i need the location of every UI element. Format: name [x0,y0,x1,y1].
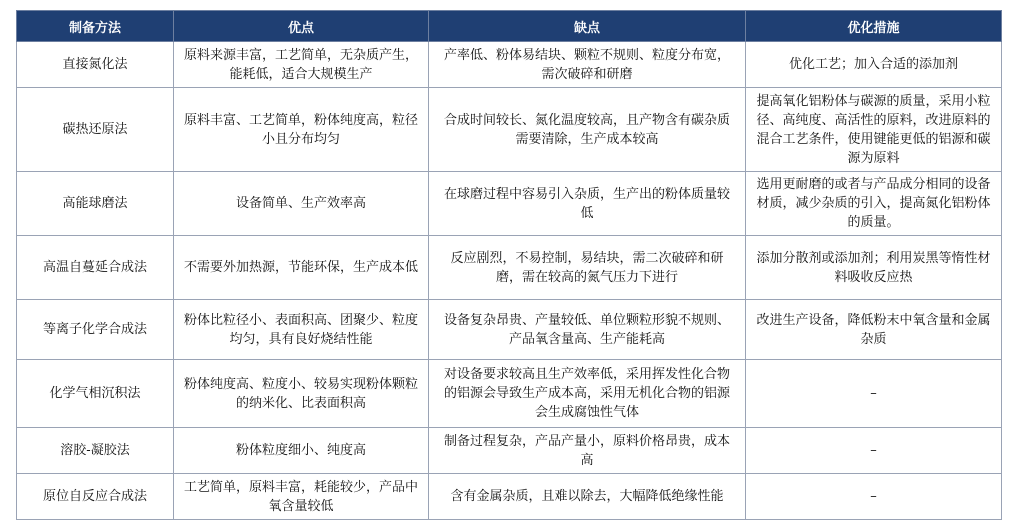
method-cell: 溶胶-凝胶法 [17,428,174,474]
advantages-cell: 工艺简单，原料丰富，耗能较少，产品中氧含量较低 [174,474,429,520]
method-cell: 等离子化学合成法 [17,300,174,360]
table-row [17,360,1002,428]
method-cell: 直接氮化法 [17,42,174,88]
header-disadvantages: 缺点 [429,11,746,42]
method-cell: 高温自蔓延合成法 [17,236,174,300]
optimization-cell: 优化工艺；加入合适的添加剂 [746,42,1002,88]
disadvantages-cell: 在球磨过程中容易引入杂质，生产出的粉体质量较低 [429,172,746,236]
table-row [17,300,1002,360]
header-optimization: 优化措施 [746,11,1002,42]
table-row [17,172,1002,236]
advantages-cell: 粉体比粒径小、表面积高、团聚少、粒度均匀，具有良好烧结性能 [174,300,429,360]
disadvantages-cell: 制备过程复杂，产品产量小，原料价格昂贵，成本高 [429,428,746,474]
optimization-cell: 改进生产设备，降低粉末中氧含量和金属杂质 [746,300,1002,360]
optimization-cell: 选用更耐磨的或者与产品成分相同的设备材质，减少杂质的引入，提高氮化铝粉体的质量。 [746,172,1002,236]
optimization-cell: – [746,428,1002,474]
table-header-row [17,11,1002,42]
method-cell: 碳热还原法 [17,88,174,172]
disadvantages-cell: 含有金属杂质，且难以除去，大幅降低绝缘性能 [429,474,746,520]
table-row [17,88,1002,172]
method-cell: 原位自反应合成法 [17,474,174,520]
advantages-cell: 原料丰富、工艺简单，粉体纯度高，粒径小且分布均匀 [174,88,429,172]
optimization-cell: – [746,474,1002,520]
disadvantages-cell: 合成时间较长、氮化温度较高，且产物含有碳杂质需要清除，生产成本较高 [429,88,746,172]
method-cell: 化学气相沉积法 [17,360,174,428]
table-row [17,236,1002,300]
optimization-cell: 添加分散剂或添加剂；利用炭黑等惰性材料吸收反应热 [746,236,1002,300]
advantages-cell: 原料来源丰富，工艺简单，无杂质产生，能耗低，适合大规模生产 [174,42,429,88]
table-row [17,42,1002,88]
disadvantages-cell: 反应剧烈，不易控制，易结块，需二次破碎和研磨，需在较高的氮气压力下进行 [429,236,746,300]
optimization-cell: – [746,360,1002,428]
advantages-cell: 粉体纯度高、粒度小、较易实现粉体颗粒的纳米化、比表面积高 [174,360,429,428]
advantages-cell: 不需要外加热源，节能环保，生产成本低 [174,236,429,300]
comparison-table-container [16,10,1001,516]
disadvantages-cell: 对设备要求较高且生产效率低，采用挥发性化合物的铝源会导致生产成本高，采用无机化合物的铝源会生成腐蚀性气体 [429,360,746,428]
method-cell: 高能球磨法 [17,172,174,236]
preparation-methods-table [16,10,1002,520]
table-row [17,474,1002,520]
table-row [17,428,1002,474]
disadvantages-cell: 设备复杂昂贵、产量较低、单位颗粒形貌不规则、产品氧含量高、生产能耗高 [429,300,746,360]
header-advantages: 优点 [174,11,429,42]
advantages-cell: 设备简单、生产效率高 [174,172,429,236]
advantages-cell: 粉体粒度细小、纯度高 [174,428,429,474]
header-method: 制备方法 [17,11,174,42]
optimization-cell: 提高氧化铝粉体与碳源的质量，采用小粒径、高纯度、高活性的原料，改进原料的混合工艺条件，使用键能更低的铝源和碳源为原料 [746,88,1002,172]
disadvantages-cell: 产率低、粉体易结块、颗粒不规则、粒度分布宽，需次破碎和研磨 [429,42,746,88]
